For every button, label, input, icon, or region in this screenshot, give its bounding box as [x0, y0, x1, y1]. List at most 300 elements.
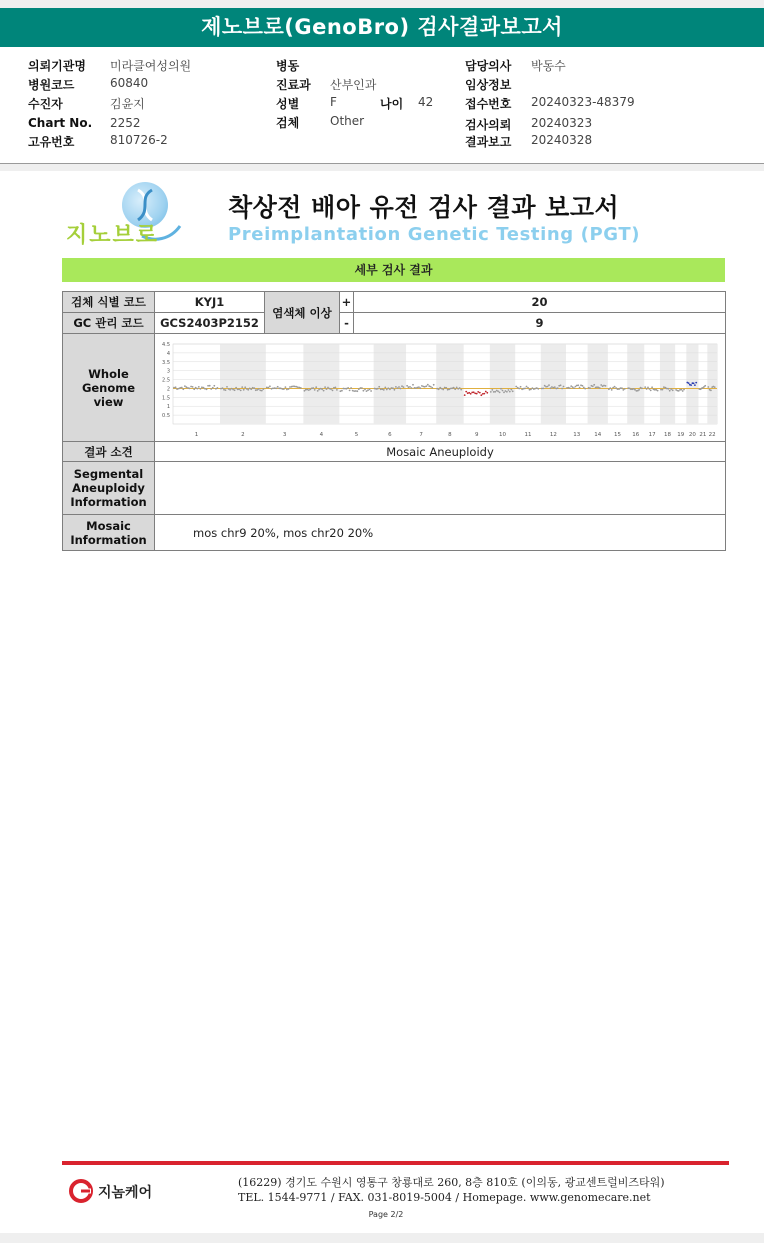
footer-contact-line: TEL. 1544-9771 / FAX. 031-8019-5004 / Homepage. www.genomecare.net	[238, 1191, 651, 1204]
data-point	[662, 388, 664, 390]
data-point	[459, 387, 461, 389]
data-point	[332, 389, 334, 391]
data-point	[418, 386, 420, 388]
info-label: 병동	[276, 59, 300, 73]
data-point	[247, 388, 249, 390]
page-number: Page 2/2	[368, 1210, 404, 1219]
section-title: 세부 검사 결과	[62, 258, 725, 282]
data-point	[315, 386, 317, 388]
data-point	[453, 386, 455, 388]
data-point	[403, 386, 405, 388]
data-point	[283, 388, 285, 390]
data-point	[524, 387, 526, 389]
data-point	[389, 388, 391, 390]
data-point	[358, 388, 360, 390]
data-point	[386, 388, 388, 390]
data-point	[275, 387, 277, 389]
data-point	[515, 385, 517, 387]
data-point	[195, 386, 197, 388]
data-point	[647, 386, 649, 388]
data-point	[599, 387, 601, 389]
data-point	[624, 388, 626, 390]
data-point	[438, 388, 440, 390]
data-point	[579, 386, 581, 388]
data-point	[569, 387, 571, 389]
data-point	[285, 386, 287, 388]
data-point	[173, 386, 175, 388]
data-point	[420, 387, 422, 389]
data-point	[300, 387, 302, 389]
data-point	[526, 385, 528, 387]
data-point	[192, 386, 194, 388]
data-point	[500, 387, 502, 389]
data-point	[262, 388, 264, 390]
x-tick-label: 10	[499, 431, 507, 438]
data-point	[179, 386, 181, 388]
y-tick-label: 2	[166, 385, 170, 392]
data-point	[409, 386, 411, 388]
info-value: 20240323-48379	[531, 95, 635, 109]
x-tick-label: 17	[648, 431, 656, 438]
data-point	[397, 387, 399, 389]
data-point	[651, 386, 653, 388]
data-point	[229, 388, 231, 390]
data-point	[670, 388, 672, 390]
x-tick-label: 2	[241, 431, 245, 438]
data-point	[683, 388, 685, 390]
data-point	[387, 387, 389, 389]
x-tick-label: 7	[419, 431, 423, 438]
data-point	[288, 388, 290, 390]
gc-code-label: GC 관리 코드	[63, 313, 155, 334]
data-point	[482, 393, 484, 395]
data-point	[621, 387, 623, 389]
info-label: 성별	[276, 97, 300, 111]
info-label: 의뢰기관명	[28, 59, 86, 73]
data-point	[361, 387, 363, 389]
data-point	[550, 387, 552, 389]
data-point	[485, 390, 487, 392]
footer-divider	[62, 1161, 729, 1165]
data-point	[181, 386, 183, 388]
data-point	[238, 388, 240, 390]
x-tick-label: 12	[549, 431, 557, 438]
data-point	[542, 387, 544, 389]
data-point	[189, 387, 191, 389]
data-point	[634, 388, 636, 390]
x-tick-label: 5	[354, 431, 359, 438]
data-point	[530, 388, 532, 390]
data-point	[243, 388, 245, 390]
y-tick-label: 2.5	[162, 377, 170, 384]
x-tick-label: 9	[474, 431, 479, 438]
data-point	[321, 388, 323, 390]
data-point	[494, 390, 496, 392]
data-point	[400, 387, 402, 389]
chromosome-band	[588, 344, 608, 424]
info-value: 60840	[110, 76, 149, 90]
data-point	[611, 389, 613, 391]
info-label: 검체	[276, 116, 300, 130]
data-point	[512, 390, 514, 392]
info-value: 810726-2	[110, 133, 168, 147]
x-tick-label: 13	[573, 431, 581, 438]
footer-address-line: (16229) 경기도 수원시 영통구 창룡대로 260, 8층 810호 (이의동, 광교센트럴비즈타워)	[238, 1176, 665, 1189]
chromosome-band	[374, 344, 406, 424]
data-point	[672, 389, 674, 391]
data-point	[445, 386, 447, 388]
mosaic-label: Mosaic Information	[63, 515, 155, 551]
result-label: 결과 소견	[63, 442, 155, 462]
data-point	[366, 390, 368, 392]
footer-brand: 지놈케어	[98, 1185, 153, 1201]
data-point	[502, 389, 504, 391]
data-point	[215, 387, 217, 389]
result-value: Mosaic Aneuploidy	[155, 442, 726, 462]
data-point	[394, 388, 396, 390]
x-tick-label: 6	[388, 431, 392, 438]
data-point	[269, 385, 271, 387]
x-tick-label: 4	[319, 431, 324, 438]
data-point	[355, 390, 357, 392]
data-point	[582, 384, 584, 386]
data-point	[480, 394, 482, 396]
brand-logo-text: 지노브로	[66, 223, 160, 248]
data-point	[476, 392, 478, 394]
data-point	[473, 391, 475, 393]
data-point	[465, 390, 467, 392]
data-point	[213, 384, 215, 386]
x-tick-label: 3	[282, 431, 287, 438]
top-gray-band	[0, 0, 764, 8]
data-point	[204, 387, 206, 389]
genomecare-logo-icon	[68, 1178, 94, 1204]
info-value: 20240323	[531, 116, 593, 130]
data-point	[346, 387, 348, 389]
data-point	[454, 388, 456, 390]
data-point	[398, 386, 400, 388]
report-title: 착상전 배아 유전 검사 결과 보고서	[228, 193, 620, 222]
info-value: F	[330, 95, 337, 109]
y-tick-label: 3	[166, 368, 170, 375]
data-point	[377, 387, 379, 389]
data-point	[335, 386, 337, 388]
data-point	[392, 387, 394, 389]
data-point	[226, 386, 228, 388]
data-point	[557, 387, 559, 389]
data-point	[241, 386, 243, 388]
data-point	[294, 385, 296, 387]
data-point	[427, 383, 429, 385]
data-point	[710, 389, 712, 391]
data-point	[370, 390, 372, 392]
x-tick-label: 1	[194, 431, 199, 438]
data-point	[200, 388, 202, 390]
data-point	[240, 389, 242, 391]
data-point	[252, 386, 254, 388]
info-label: 나이	[380, 97, 404, 111]
x-tick-label: 20	[688, 431, 696, 438]
divider-gray-band	[0, 164, 764, 171]
data-point	[678, 390, 680, 392]
data-point	[217, 387, 219, 389]
data-point	[510, 388, 512, 390]
data-point	[644, 386, 646, 388]
data-point	[477, 391, 479, 393]
data-point	[356, 390, 358, 392]
data-point	[681, 388, 683, 390]
data-point	[363, 389, 365, 391]
info-value: 20240328	[531, 133, 593, 147]
data-point	[657, 389, 659, 391]
y-tick-label: 4.5	[162, 341, 170, 348]
info-value: 미라클여성의원	[110, 59, 192, 73]
data-point	[309, 388, 311, 390]
data-point	[383, 389, 385, 391]
data-point	[518, 387, 520, 389]
data-point	[490, 391, 492, 393]
data-point	[176, 388, 178, 390]
data-point	[286, 388, 288, 390]
data-point	[650, 389, 652, 391]
info-label: 고유번호	[28, 135, 75, 149]
data-point	[554, 386, 556, 388]
data-point	[433, 383, 435, 385]
info-value: 김윤지	[110, 97, 145, 111]
data-point	[175, 386, 177, 388]
chromosome-band	[303, 344, 339, 424]
data-point	[430, 385, 432, 387]
segmental-value	[155, 462, 726, 515]
data-point	[638, 388, 640, 390]
data-point	[266, 386, 268, 388]
genome-view-label: Whole Genome view	[63, 334, 155, 442]
data-point	[605, 385, 607, 387]
data-point	[486, 391, 488, 393]
data-point	[561, 387, 563, 389]
data-point	[688, 382, 690, 384]
data-point	[444, 386, 446, 388]
chromosome-band	[660, 344, 675, 424]
data-point	[323, 389, 325, 391]
data-point	[210, 388, 212, 390]
data-point	[314, 389, 316, 391]
data-point	[411, 387, 413, 389]
data-point	[280, 387, 282, 389]
data-point	[253, 387, 255, 389]
data-point	[464, 394, 466, 396]
data-point	[350, 387, 352, 389]
data-point	[508, 389, 510, 391]
data-point	[198, 386, 200, 388]
data-point	[450, 387, 452, 389]
data-point	[324, 386, 326, 388]
data-point	[207, 384, 209, 386]
sample-id-label: 검체 식별 코드	[63, 292, 155, 313]
data-point	[491, 389, 493, 391]
data-point	[246, 388, 248, 390]
sample-id-value: KYJ1	[155, 292, 265, 313]
data-point	[592, 385, 594, 387]
data-point	[563, 385, 565, 387]
data-point	[506, 390, 508, 392]
data-point	[468, 391, 470, 393]
data-point	[327, 386, 329, 388]
data-point	[231, 387, 233, 389]
data-point	[406, 384, 408, 386]
data-point	[714, 386, 716, 388]
y-tick-label: 1.5	[162, 394, 170, 401]
data-point	[193, 388, 195, 390]
info-value: 산부인과	[330, 78, 377, 92]
report-subtitle: Preimplantation Genetic Testing (PGT)	[228, 224, 641, 245]
data-point	[317, 390, 319, 392]
info-label: Chart No.	[28, 116, 93, 130]
data-point	[669, 389, 671, 391]
x-tick-label: 11	[524, 431, 532, 438]
data-point	[666, 387, 668, 389]
data-point	[532, 387, 534, 389]
chromosome-abnormality-label: 염색체 이상	[265, 292, 340, 334]
data-point	[608, 388, 610, 390]
whole-genome-chart	[155, 336, 725, 440]
data-point	[544, 384, 546, 386]
data-point	[412, 383, 414, 385]
info-label: 결과보고	[465, 135, 512, 149]
data-point	[364, 388, 366, 390]
data-point	[384, 386, 386, 388]
data-point	[460, 388, 462, 390]
x-tick-label: 18	[664, 431, 672, 438]
data-point	[212, 386, 214, 388]
info-label: 담당의사	[465, 59, 512, 73]
data-point	[235, 386, 237, 388]
data-point	[560, 384, 562, 386]
data-point	[548, 384, 550, 386]
data-point	[693, 382, 695, 384]
data-point	[470, 392, 472, 394]
loss-sign: -	[340, 313, 354, 334]
data-point	[646, 388, 648, 390]
data-point	[499, 391, 501, 393]
data-point	[690, 384, 692, 386]
info-label: 접수번호	[465, 97, 512, 111]
chromosome-band	[627, 344, 644, 424]
data-point	[201, 386, 203, 388]
data-point	[395, 386, 397, 388]
data-point	[378, 385, 380, 387]
chromosome-band	[220, 344, 266, 424]
data-point	[695, 381, 697, 383]
data-point	[258, 388, 260, 390]
data-point	[408, 386, 410, 388]
data-point	[649, 388, 651, 390]
data-point	[312, 387, 314, 389]
data-point	[196, 387, 198, 389]
footer-address	[238, 1175, 665, 1205]
genome-view-cell	[155, 334, 726, 442]
data-point	[261, 389, 263, 391]
data-point	[584, 387, 586, 389]
results-table	[62, 291, 726, 551]
data-point	[336, 389, 338, 391]
data-point	[439, 386, 441, 388]
data-point	[707, 386, 709, 388]
gain-sign: +	[340, 292, 354, 313]
x-tick-label: 16	[632, 431, 640, 438]
y-tick-label: 3.5	[162, 359, 170, 366]
data-point	[573, 387, 575, 389]
data-point	[244, 386, 246, 388]
data-point	[380, 388, 382, 390]
data-point	[256, 389, 258, 391]
data-point	[369, 388, 371, 390]
mosaic-value: mos chr9 20%, mos chr20 20%	[155, 515, 726, 551]
data-point	[600, 384, 602, 386]
data-point	[527, 386, 529, 388]
y-tick-label: 4	[166, 350, 170, 357]
data-point	[667, 387, 669, 389]
data-point	[425, 385, 427, 387]
data-point	[330, 388, 332, 390]
info-value: 박동수	[531, 59, 566, 73]
gc-code-value: GCS2403P2152	[155, 313, 265, 334]
data-point	[347, 387, 349, 389]
data-point	[431, 386, 433, 388]
data-point	[497, 390, 499, 392]
data-point	[503, 391, 505, 393]
chromosome-band	[541, 344, 566, 424]
data-point	[614, 385, 616, 387]
data-point	[547, 385, 549, 387]
data-point	[297, 386, 299, 388]
info-label: 병원코드	[28, 78, 75, 92]
y-tick-label: 0.5	[162, 412, 170, 419]
segmental-label: Segmental Aneuploidy Information	[63, 462, 155, 515]
chromosome-band	[707, 344, 717, 424]
chromosome-band	[436, 344, 463, 424]
data-point	[222, 387, 224, 389]
data-point	[520, 385, 522, 387]
data-point	[182, 388, 184, 390]
data-point	[343, 387, 345, 389]
x-tick-label: 8	[448, 431, 452, 438]
data-point	[422, 385, 424, 387]
data-point	[234, 389, 236, 391]
info-label: 진료과	[276, 78, 311, 92]
data-point	[255, 389, 257, 391]
data-point	[537, 387, 539, 389]
data-point	[456, 386, 458, 388]
data-point	[479, 391, 481, 393]
data-point	[442, 388, 444, 390]
data-point	[268, 386, 270, 388]
info-label: 수진자	[28, 97, 63, 111]
data-point	[225, 389, 227, 391]
x-tick-label: 14	[594, 431, 602, 438]
data-point	[589, 387, 591, 389]
data-point	[341, 389, 343, 391]
data-point	[250, 388, 252, 390]
info-value: Other	[330, 114, 365, 128]
data-point	[441, 387, 443, 389]
info-value: 2252	[110, 116, 141, 130]
data-point	[483, 392, 485, 394]
data-point	[209, 384, 211, 386]
data-point	[206, 388, 208, 390]
info-label: 임상정보	[465, 78, 512, 92]
chromosome-band	[490, 344, 515, 424]
